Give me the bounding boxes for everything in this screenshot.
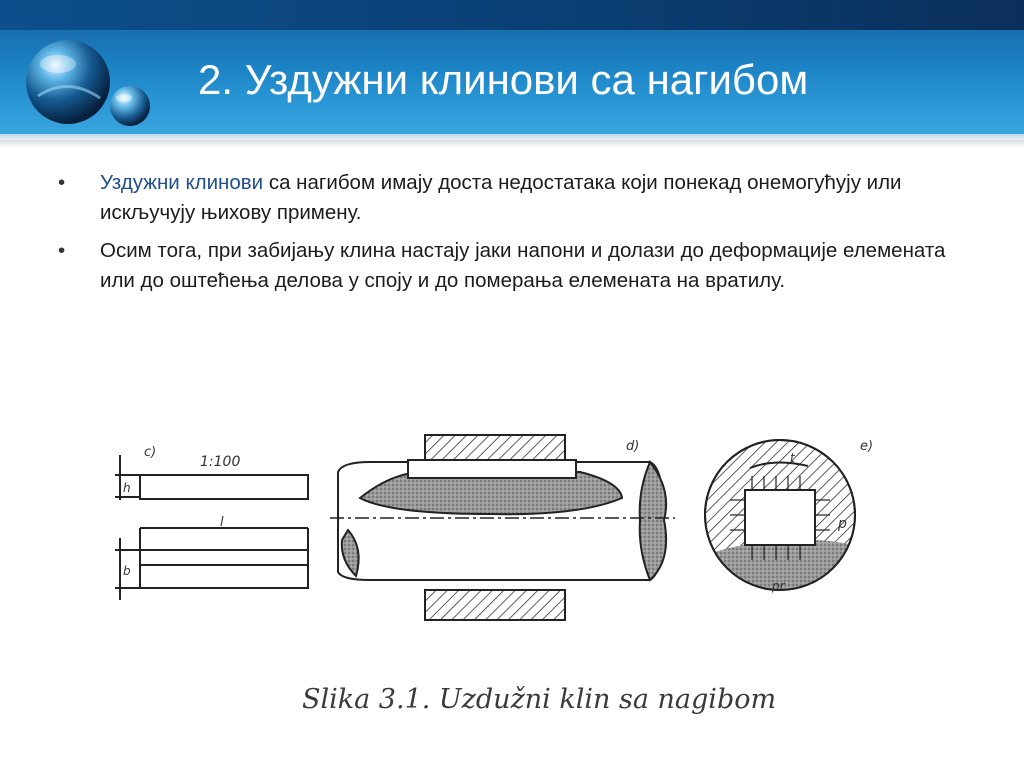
header-shadow <box>0 140 1024 148</box>
blue-spheres-logo-icon <box>18 36 168 132</box>
highlighted-term: Уздужни клинови <box>100 171 264 194</box>
bullet-item <box>58 236 958 296</box>
label-l: l <box>220 515 224 530</box>
label-b: b <box>123 564 131 578</box>
bullet-text: Осим тога, при забијању клина настају јаки напони и долази до деформације елемената или до оштећења делова у споју и до померања елемената на вратилу. <box>100 239 946 292</box>
bullet-marker: • <box>58 239 66 262</box>
label-ratio: 1:100 <box>200 454 241 470</box>
figure-part-e <box>705 440 855 600</box>
bullet-marker: • <box>58 171 66 194</box>
label-c: c) <box>144 445 157 460</box>
figure-caption: Slika 3.1. Uzdužni klin sa nagibom <box>302 684 777 715</box>
figure-part-c <box>115 455 308 600</box>
bullet-list <box>58 168 958 304</box>
label-h: h <box>123 481 131 495</box>
bullet-text: са нагибом имају доста недостатака који понекад онемогућују или искључују њихову примену. <box>100 171 902 224</box>
label-e: e) <box>860 439 874 454</box>
label-d: d) <box>626 439 640 454</box>
bullet-item <box>58 168 958 228</box>
label-pr: pr <box>772 579 785 593</box>
label-t: t <box>790 451 795 465</box>
page-title: 2. Уздужни клинови са нагибом <box>198 56 809 103</box>
label-p: p <box>838 516 847 532</box>
figure-part-d <box>330 435 675 620</box>
header-top-bar <box>0 0 1024 30</box>
